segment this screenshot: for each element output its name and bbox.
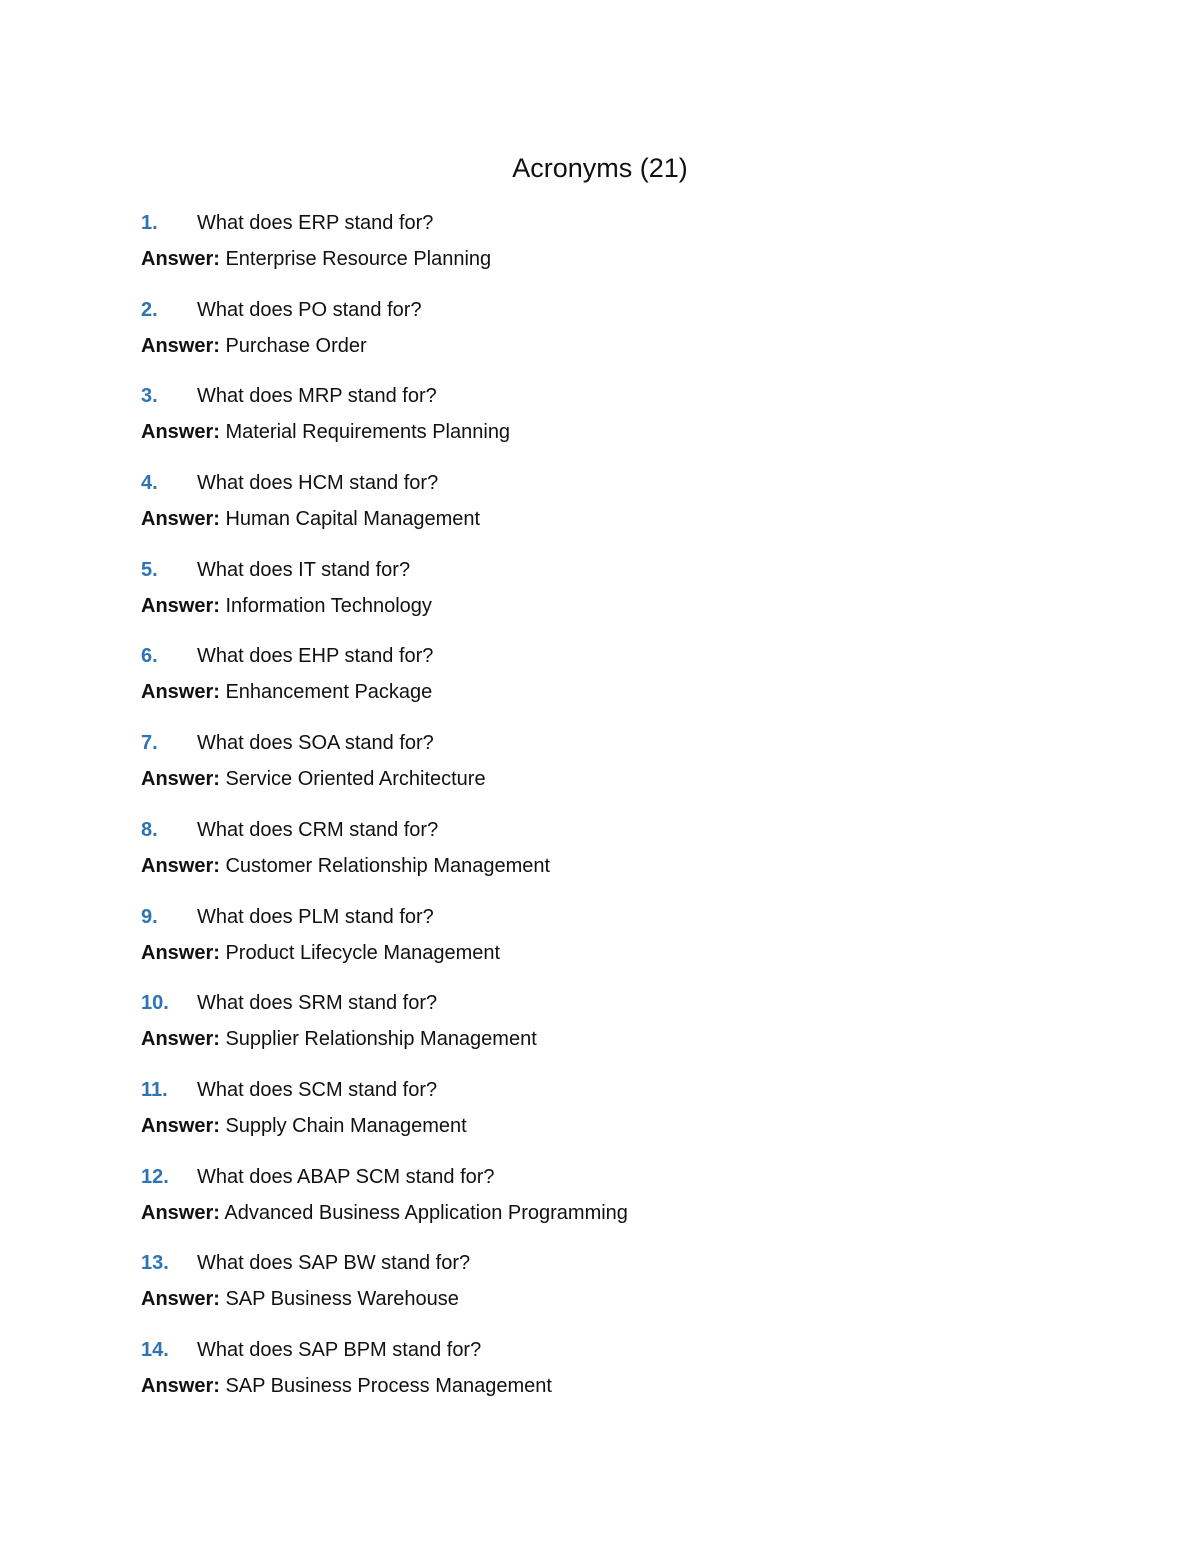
question-number: 14. bbox=[141, 1338, 169, 1361]
qa-item bbox=[141, 1072, 1141, 1159]
answer-line bbox=[141, 848, 1141, 884]
answer-label: Answer: bbox=[141, 941, 220, 964]
page-title: Acronyms (21) bbox=[512, 153, 688, 183]
question-number: 11. bbox=[141, 1078, 168, 1101]
answer-line bbox=[141, 1021, 1141, 1057]
answer-label: Answer: bbox=[141, 1288, 220, 1311]
question-text: What does IT stand for? bbox=[197, 558, 411, 581]
answer-text: Human Capital Management bbox=[225, 508, 481, 531]
answer-label: Answer: bbox=[141, 421, 220, 444]
question-line bbox=[141, 985, 1141, 1021]
question-number: 12. bbox=[141, 1165, 169, 1188]
question-text: What does ERP stand for? bbox=[197, 212, 434, 234]
answer-text: Supplier Relationship Management bbox=[225, 1028, 537, 1051]
question-line bbox=[141, 899, 1141, 935]
qa-item bbox=[141, 899, 1141, 986]
question-text: What does SAP BPM stand for? bbox=[197, 1338, 482, 1361]
answer-text: Purchase Order bbox=[225, 334, 367, 357]
qa-item bbox=[141, 292, 1141, 379]
question-number: 9. bbox=[141, 905, 158, 928]
answer-text: Enterprise Resource Planning bbox=[225, 248, 492, 270]
answer-line bbox=[141, 414, 1141, 450]
question-line bbox=[141, 378, 1141, 414]
answer-line bbox=[141, 241, 1141, 277]
answer-label: Answer: bbox=[141, 334, 220, 357]
question-number: 6. bbox=[141, 645, 158, 668]
question-number: 13. bbox=[141, 1252, 169, 1275]
answer-line bbox=[141, 935, 1141, 971]
question-line bbox=[141, 1159, 1141, 1195]
answer-line bbox=[141, 761, 1141, 797]
question-number: 10. bbox=[141, 992, 169, 1015]
answer-label: Answer: bbox=[141, 1374, 220, 1397]
question-text: What does MRP stand for? bbox=[197, 385, 437, 408]
question-line bbox=[141, 812, 1141, 848]
qa-item bbox=[141, 985, 1141, 1072]
question-line bbox=[141, 1245, 1141, 1281]
qa-item bbox=[141, 205, 1141, 292]
question-line bbox=[141, 552, 1141, 588]
qa-item bbox=[141, 552, 1141, 639]
answer-line bbox=[141, 674, 1141, 710]
answer-line bbox=[141, 501, 1141, 537]
qa-item bbox=[141, 1159, 1141, 1246]
answer-text: Product Lifecycle Management bbox=[225, 941, 501, 964]
answer-label: Answer: bbox=[141, 1201, 220, 1224]
question-number: 8. bbox=[141, 818, 158, 841]
qa-item bbox=[141, 1332, 1141, 1419]
answer-line bbox=[141, 328, 1141, 364]
qa-list bbox=[141, 205, 1141, 1419]
qa-item bbox=[141, 465, 1141, 552]
question-number: 3. bbox=[141, 385, 158, 408]
question-text: What does CRM stand for? bbox=[197, 818, 439, 841]
question-line bbox=[141, 1072, 1141, 1108]
question-text: What does PO stand for? bbox=[197, 298, 422, 321]
answer-text: Advanced Business Application Programming bbox=[224, 1201, 628, 1224]
answer-label: Answer: bbox=[141, 248, 220, 270]
question-text: What does SCM stand for? bbox=[197, 1078, 438, 1101]
answer-label: Answer: bbox=[141, 768, 220, 791]
question-number: 1. bbox=[141, 212, 158, 234]
answer-text: Customer Relationship Management bbox=[225, 854, 551, 877]
answer-label: Answer: bbox=[141, 508, 220, 531]
answer-label: Answer: bbox=[141, 854, 220, 877]
question-number: 7. bbox=[141, 732, 158, 755]
question-line bbox=[141, 465, 1141, 501]
question-number: 5. bbox=[141, 558, 158, 581]
question-line bbox=[141, 292, 1141, 328]
question-text: What does ABAP SCM stand for? bbox=[197, 1165, 495, 1188]
question-number: 2. bbox=[141, 298, 158, 321]
answer-line bbox=[141, 588, 1141, 624]
answer-text: Material Requirements Planning bbox=[225, 421, 511, 444]
answer-line bbox=[141, 1195, 1141, 1231]
question-number: 4. bbox=[141, 472, 158, 495]
answer-label: Answer: bbox=[141, 594, 220, 617]
question-line bbox=[141, 205, 1141, 241]
question-text: What does EHP stand for? bbox=[197, 645, 434, 668]
question-line bbox=[141, 725, 1141, 761]
answer-label: Answer: bbox=[141, 681, 220, 704]
answer-label: Answer: bbox=[141, 1028, 220, 1051]
answer-line bbox=[141, 1281, 1141, 1317]
answer-line bbox=[141, 1368, 1141, 1404]
question-line bbox=[141, 638, 1141, 674]
question-text: What does HCM stand for? bbox=[197, 472, 439, 495]
question-text: What does SAP BW stand for? bbox=[197, 1252, 471, 1275]
answer-text: Supply Chain Management bbox=[225, 1114, 467, 1137]
qa-item bbox=[141, 725, 1141, 812]
question-text: What does SOA stand for? bbox=[197, 732, 434, 755]
answer-text: Enhancement Package bbox=[225, 681, 433, 704]
question-text: What does SRM stand for? bbox=[197, 992, 438, 1015]
question-line bbox=[141, 1332, 1141, 1368]
answer-text: Information Technology bbox=[225, 594, 432, 617]
qa-item bbox=[141, 638, 1141, 725]
answer-text: Service Oriented Architecture bbox=[225, 768, 486, 791]
qa-item bbox=[141, 812, 1141, 899]
answer-label: Answer: bbox=[141, 1114, 220, 1137]
answer-text: SAP Business Warehouse bbox=[225, 1288, 459, 1311]
qa-item bbox=[141, 1245, 1141, 1332]
qa-item bbox=[141, 378, 1141, 465]
question-text: What does PLM stand for? bbox=[197, 905, 434, 928]
answer-line bbox=[141, 1108, 1141, 1144]
answer-text: SAP Business Process Management bbox=[225, 1374, 552, 1397]
